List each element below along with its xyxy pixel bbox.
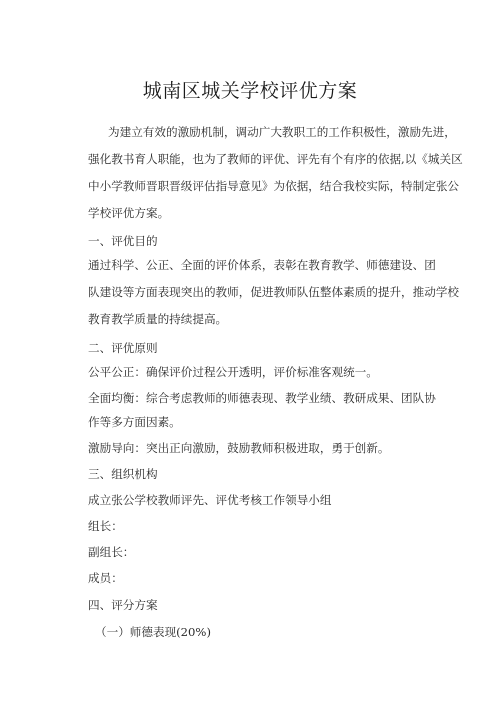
deputy-leader-label: 副组长：	[88, 545, 135, 559]
purpose-line: 队建设等方面表现突出的教师，促进教师队伍整体素质的提升，推动学校	[88, 285, 460, 299]
intro-line: 学校评优方案。	[88, 206, 170, 220]
section-heading-principles: 二、评优原则	[88, 341, 158, 355]
principle-incentive: 激励导向：突出正向激励，鼓励教师积极进取，勇于创新。	[88, 441, 390, 455]
principle-balanced-line: 作等多方面因素。	[88, 415, 181, 429]
org-description: 成立张公学校教师评先、评优考核工作领导小组	[88, 493, 332, 507]
member-label: 成员：	[88, 571, 123, 585]
intro-line: 为建立有效的激励机制，调动广大教职工的工作积极性，激励先进，	[108, 125, 456, 139]
intro-line: 强化教书育人职能，也为了教师的评优、评先有个有序的依据,以《城关区	[88, 152, 463, 166]
principle-balanced-line: 全面均衡：综合考虑教师的师德表现、教学业绩、教研成果、团队协	[88, 391, 436, 405]
section-heading-scoring: 四、评分方案	[88, 598, 158, 612]
leader-label: 组长：	[88, 519, 123, 533]
intro-line: 中小学教师晋职晋级评估指导意见》为依据，结合我校实际，特制定张公	[88, 179, 460, 193]
purpose-line: 教育教学质量的持续提高。	[88, 312, 228, 326]
section-heading-organization: 三、组织机构	[88, 467, 158, 481]
section-heading-purpose: 一、评优目的	[88, 234, 158, 248]
principle-fair: 公平公正：确保评价过程公开透明，评价标准客观统一。	[88, 365, 378, 379]
purpose-line: 通过科学、公正、全面的评价体系，表彰在教育教学、师德建设、团	[88, 258, 436, 272]
document-title: 城南区城关学校评优方案	[142, 80, 358, 102]
subsection-heading-ethics: （一）师德表现(20%)	[95, 625, 211, 639]
